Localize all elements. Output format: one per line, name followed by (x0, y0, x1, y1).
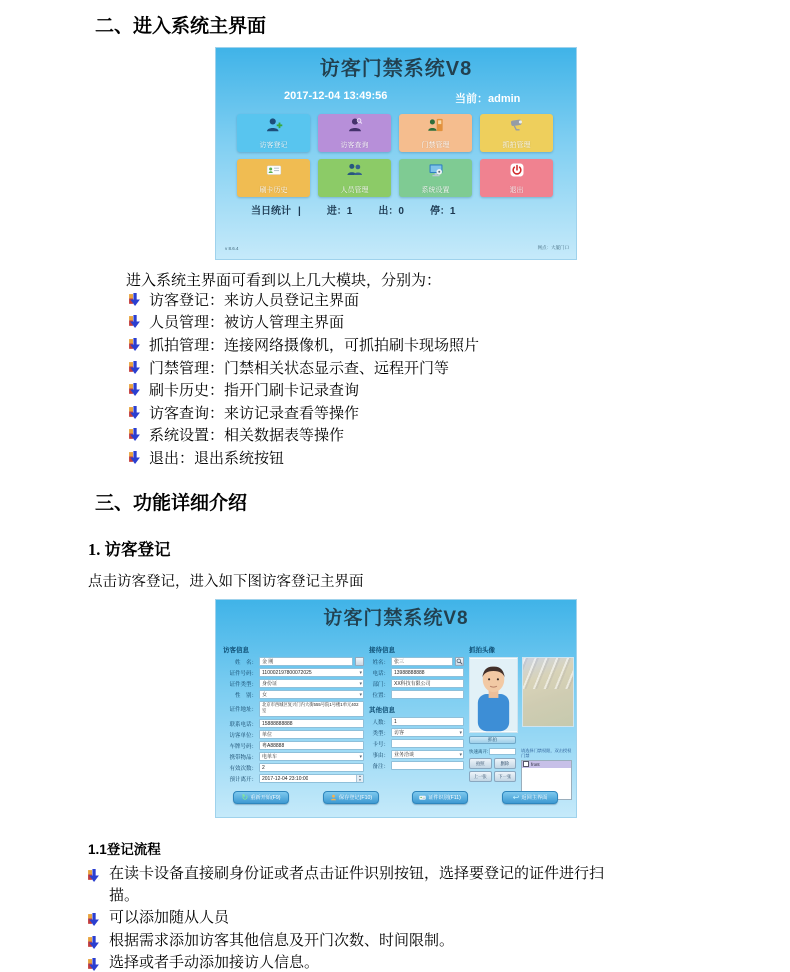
chevron-down-icon[interactable]: ▾ (359, 681, 362, 687)
person-door-icon (427, 116, 445, 134)
module-grid (237, 114, 555, 197)
module-item-text: 系统设置：相关数据表等操作 (149, 428, 345, 445)
delete-photo-button[interactable]: 删除 (494, 758, 517, 769)
bullet-icon (88, 936, 99, 949)
refresh-icon: ↻ (241, 792, 249, 802)
bullet-icon (129, 315, 140, 328)
flow-list-item (88, 908, 748, 930)
datetime-spinner[interactable] (356, 775, 363, 782)
module-list-item (129, 356, 479, 379)
bullet-icon (129, 451, 140, 464)
search-host-button[interactable] (455, 657, 464, 666)
person-search-icon (346, 116, 364, 134)
sub-heading-visitor-register: 1. 访客登记 (88, 540, 171, 559)
back-to-main-button[interactable] (502, 791, 558, 804)
host-name-field[interactable]: 张三 (391, 657, 453, 666)
stats-in: 进：1 (326, 206, 353, 217)
people-count-field[interactable]: 1 (391, 717, 464, 726)
take-photo-button[interactable]: 拍照 (469, 758, 492, 769)
tile-visitor-query[interactable] (318, 114, 391, 152)
button-label: 保存登记(F10) (338, 795, 373, 801)
prev-photo-button[interactable]: 上一张 (469, 771, 492, 782)
quick-leave-label: 快速离开: (469, 748, 489, 754)
tile-door-manage[interactable] (399, 114, 472, 152)
save-register-button[interactable] (323, 791, 379, 804)
field-label: 预计离开： (229, 776, 257, 783)
module-list-item (129, 288, 479, 311)
gender-select[interactable]: 女 ▾ (259, 690, 364, 699)
back-arrow-icon: ↩ (512, 792, 520, 802)
tile-label: 系统设置 (421, 187, 450, 194)
capture-name-button[interactable] (355, 657, 364, 666)
bullet-icon (129, 361, 140, 374)
id-card-icon (419, 794, 426, 801)
checkbox-icon[interactable] (523, 761, 529, 767)
flow-step-text: 选择或者手动添加接访人信息。 (109, 955, 320, 971)
capture-panel (469, 645, 572, 800)
module-item-text: 门禁管理：门禁相关状态显示查、远程开门等 (149, 360, 450, 377)
version-label: v 8.6.4 (225, 246, 239, 251)
expected-leave-field[interactable]: 2017-12-04 23:10:00 ▲ ▼ (259, 774, 364, 783)
flow-step-text: 在读卡设备直接刷身份证或者点击证件识别按钮，选择要登记的证件进行扫描。 (109, 866, 605, 904)
visitor-name-field[interactable]: 金 刚 (259, 657, 353, 666)
field-label: 部门： (372, 681, 389, 688)
field-label: 备注： (372, 763, 389, 770)
capture-button[interactable]: 抓拍 (469, 736, 516, 744)
host-department-field[interactable]: XX科技有限公司 (391, 679, 464, 688)
field-label: 证件类型： (229, 681, 257, 688)
tile-label: 抓拍管理 (502, 142, 531, 149)
chevron-down-icon[interactable]: ▾ (359, 670, 362, 676)
button-label: 证件识别(F11) (428, 795, 461, 801)
stats-out: 出：0 (378, 206, 404, 217)
people-icon (346, 161, 364, 179)
chevron-down-icon[interactable]: ▾ (359, 754, 362, 760)
field-label: 人数： (372, 719, 389, 726)
module-list-item (129, 401, 479, 424)
button-label: 重新开始(F9) (250, 795, 281, 801)
flow-list-item (88, 931, 748, 953)
card-number-field[interactable] (391, 739, 464, 748)
camera-icon (508, 116, 526, 134)
daily-stats (251, 202, 456, 217)
module-list (129, 288, 479, 469)
next-photo-button[interactable]: 下一张 (494, 771, 517, 782)
host-location-field[interactable] (391, 690, 464, 699)
chevron-down-icon[interactable]: ▾ (459, 752, 462, 758)
field-label: 电话： (372, 670, 389, 677)
visitor-section-title: 访客信息 (223, 647, 249, 654)
monitor-gear-icon (427, 161, 445, 179)
chevron-down-icon[interactable]: ▾ (459, 730, 462, 736)
bullet-icon (88, 869, 99, 882)
field-label: 性 别： (234, 692, 257, 699)
modules-intro: 进入系统主界面可看到以上几大模块，分别为： (126, 273, 442, 289)
module-list-item (129, 311, 479, 334)
tile-label: 人员管理 (340, 187, 369, 194)
flow-list-item (88, 864, 748, 907)
module-item-text: 访客登记：来访人员登记主界面 (149, 292, 360, 309)
bullet-icon (88, 958, 99, 971)
plate-number-field[interactable]: 粤A88888 (259, 741, 364, 750)
register-screenshot (215, 599, 577, 818)
field-label: 事由： (372, 752, 389, 759)
chevron-down-icon[interactable]: ▾ (359, 692, 362, 698)
field-label: 有效次数： (229, 765, 257, 772)
module-item-text: 退出：退出系统按钮 (149, 450, 285, 467)
tile-label: 退出 (509, 187, 524, 194)
app-title: 访客门禁系统V8 (323, 608, 469, 629)
bullet-icon (129, 383, 140, 396)
contact-phone-field[interactable]: 15888888888 (259, 719, 364, 728)
field-label: 证件号码： (229, 670, 257, 677)
button-label: 返回主界面 (521, 795, 548, 801)
quick-leave-input[interactable] (489, 748, 516, 755)
power-icon (508, 161, 526, 179)
other-section-title: 其他信息 (369, 707, 395, 714)
module-item-text: 人员管理：被访人管理主界面 (149, 315, 345, 332)
spinner-up-icon: ▲ (358, 774, 362, 779)
app-title: 访客门禁系统V8 (319, 58, 473, 80)
flow-list-item (88, 953, 748, 972)
field-label: 位置： (372, 692, 389, 699)
module-item-text: 访客查询：来访记录查看等操作 (149, 405, 360, 422)
spinner-down-icon: ▼ (358, 777, 362, 782)
bullet-icon (129, 293, 140, 306)
carried-items-select[interactable]: 电单车 ▾ (259, 752, 364, 761)
person-add-icon (265, 116, 283, 134)
id-type-select[interactable]: 身份证 ▾ (259, 679, 364, 688)
tile-label: 访客登记 (259, 142, 288, 149)
field-label: 访客单位： (229, 732, 257, 739)
stats-separator: | (298, 206, 301, 217)
remark-field[interactable] (391, 761, 464, 770)
bullet-icon (129, 406, 140, 419)
camera-snapshot (522, 657, 574, 727)
field-label: 姓名： (372, 659, 389, 666)
current-user-label: 当前：admin (455, 93, 521, 105)
field-label: 车牌号码： (229, 743, 257, 750)
stats-stay: 停：1 (429, 206, 456, 217)
section-2-heading: 二、进入系统主界面 (95, 16, 267, 37)
restart-button[interactable] (233, 791, 289, 804)
id-card-icon (265, 161, 283, 179)
sub-text: 点击访客登记，进入如下图访客登记主界面 (88, 574, 364, 590)
bullet-icon (129, 428, 140, 441)
tile-visitor-register[interactable] (237, 114, 310, 152)
module-item-text: 抓拍管理：连接网络摄像机，可抓拍刷卡现场照片 (149, 337, 480, 354)
site-label: 网点：大厦门口 (537, 245, 569, 250)
field-label: 证件地址： (229, 707, 257, 713)
visitor-type-select[interactable]: 访客 ▾ (391, 728, 464, 737)
bullet-icon (88, 913, 99, 926)
stats-label: 当日统计 (251, 206, 291, 217)
portrait-photo (469, 657, 518, 733)
id-number-field[interactable]: 110002197800072025 ▾ (259, 668, 364, 677)
visitor-info-panel (223, 645, 364, 785)
door-permission-hint: 请选择门禁权限，双击授权门禁 (521, 748, 572, 759)
id-address-field[interactable]: 北京市西城区复兴门内大街555号院1号楼1单元402室 (259, 701, 364, 717)
module-list-item (129, 446, 479, 469)
valid-times-field[interactable]: 2 (259, 763, 364, 772)
flow-heading: 1.1登记流程 (88, 842, 161, 857)
field-label: 姓 名： (234, 659, 257, 666)
module-list-item (129, 378, 479, 401)
field-label: 类型： (372, 730, 389, 737)
module-item-text: 刷卡历史：指开门刷卡记录查询 (149, 383, 360, 400)
tile-label: 门禁管理 (421, 142, 450, 149)
tile-personnel-manage[interactable] (318, 159, 391, 197)
door-list-item[interactable]: front (522, 761, 571, 768)
flow-step-text: 可以添加随从人员 (109, 910, 230, 926)
tile-label: 访客查询 (340, 142, 369, 149)
tile-exit[interactable] (480, 159, 553, 197)
flow-list (88, 864, 748, 972)
flow-step-text: 根据需求添加访客其他信息及开门次数、时间限制。 (109, 932, 455, 949)
datetime-label: 2017-12-04 13:49:56 (284, 90, 388, 102)
host-phone-field[interactable]: 13988888888 (391, 668, 464, 677)
tile-label: 刷卡历史 (259, 187, 288, 194)
field-label: 携带物品： (229, 754, 257, 761)
reception-section-title: 接待信息 (369, 647, 395, 654)
tile-swipe-history[interactable] (237, 159, 310, 197)
module-list-item (129, 424, 479, 447)
bullet-icon (129, 338, 140, 351)
section-3-heading: 三、功能详细介绍 (95, 493, 248, 514)
tile-capture-manage[interactable] (480, 114, 553, 152)
id-recognize-button[interactable] (412, 791, 468, 804)
person-icon (330, 794, 337, 801)
field-label: 联系电话： (229, 721, 257, 728)
field-label: 卡号： (372, 741, 389, 748)
visit-reason-select[interactable]: 业务洽谈 ▾ (391, 750, 464, 759)
visitor-unit-field[interactable]: 单位 (259, 730, 364, 739)
tile-system-settings[interactable] (399, 159, 472, 197)
capture-section-title: 抓拍头像 (469, 647, 495, 654)
main-interface-screenshot (215, 47, 577, 260)
module-list-item (129, 333, 479, 356)
reception-info-panel (369, 645, 464, 772)
